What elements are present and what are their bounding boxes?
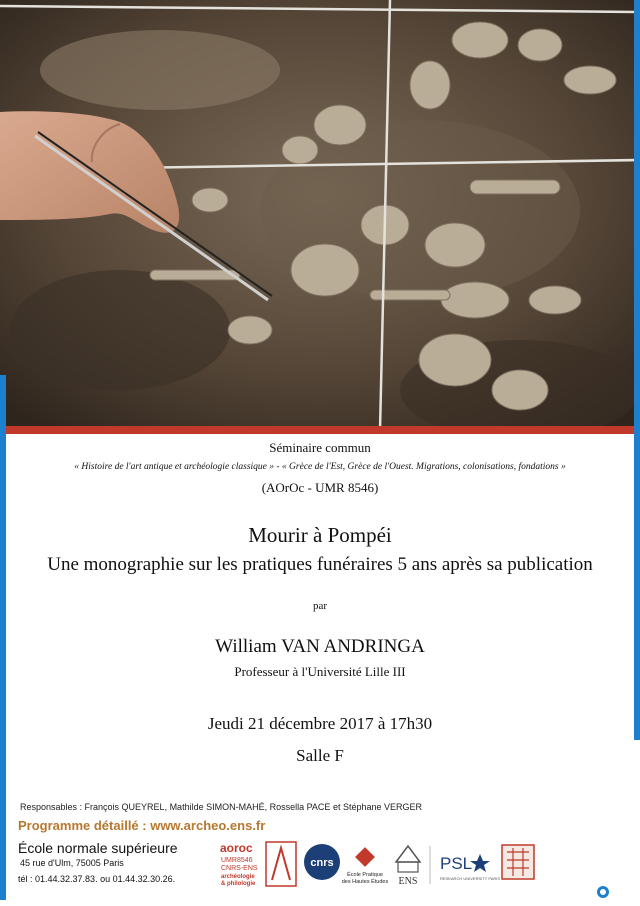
seminar-subtitle: « Histoire de l'art antique et archéologie classique » - « Grèce de l'Est, Grèce de l'Ouest. Migrations, colonisations, fondations »	[74, 462, 566, 472]
event-room: Salle F	[296, 746, 344, 765]
by-label: par	[312, 600, 328, 612]
ephe-logo	[342, 847, 389, 885]
footer	[0, 790, 640, 906]
psl-label: PSL	[440, 854, 473, 873]
aoroc-line-4: archéologie	[221, 874, 255, 880]
aoroc-line-3: CNRS-ENS	[221, 865, 258, 872]
ens-logo	[396, 846, 420, 887]
accent-blue-bar-right	[634, 0, 640, 740]
ephe-line-1: École Pratique	[347, 872, 383, 878]
talk-title: Mourir à Pompéi	[248, 523, 392, 547]
aoroc-line-2: UMR8546	[221, 857, 253, 864]
programme-link[interactable]: Programme détaillé : www.archeo.ens.fr	[18, 818, 266, 833]
excavation-photo	[0, 0, 640, 430]
speaker-role: Professeur à l'Université Lille III	[234, 664, 406, 679]
seminar-title: Séminaire commun	[269, 440, 371, 455]
psl-sub: RESEARCH UNIVERSITY PARIS	[440, 876, 501, 881]
ephe-line-2: des Hautes Études	[341, 879, 389, 885]
ens-label: ENS	[398, 876, 418, 887]
partner-logos	[0, 790, 640, 906]
event-date: Jeudi 21 décembre 2017 à 17h30	[207, 714, 433, 733]
school-phone: tél : 01.44.32.37.83. ou 01.44.32.30.26.	[18, 874, 176, 884]
aoroc-line-1: aoroc	[220, 841, 253, 855]
accent-red-band	[0, 426, 640, 434]
cnrs-label: cnrs	[310, 857, 334, 869]
globe-icon	[597, 886, 609, 898]
school-name: École normale supérieure	[18, 840, 178, 856]
excavation-photo-illustration	[0, 0, 640, 430]
cnrs-logo	[304, 844, 340, 880]
psl-logo	[430, 846, 500, 884]
aoroc-logo	[220, 841, 296, 887]
seminar-code: (AOrOc - UMR 8546)	[261, 480, 379, 495]
speaker-name: William VAN ANDRINGA	[215, 636, 425, 657]
aoroc-line-5: & philologie	[221, 881, 256, 887]
talk-subtitle: Une monographie sur les pratiques funéraires 5 ans après sa publication	[47, 554, 593, 575]
asian-seal-logo	[502, 845, 534, 879]
responsables: Responsables : François QUEYREL, Mathilde SIMON-MAHÉ, Rossella PACE et Stéphane VERGER	[20, 802, 422, 812]
school-address: 45 rue d'Ulm, 75005 Paris	[20, 858, 124, 868]
